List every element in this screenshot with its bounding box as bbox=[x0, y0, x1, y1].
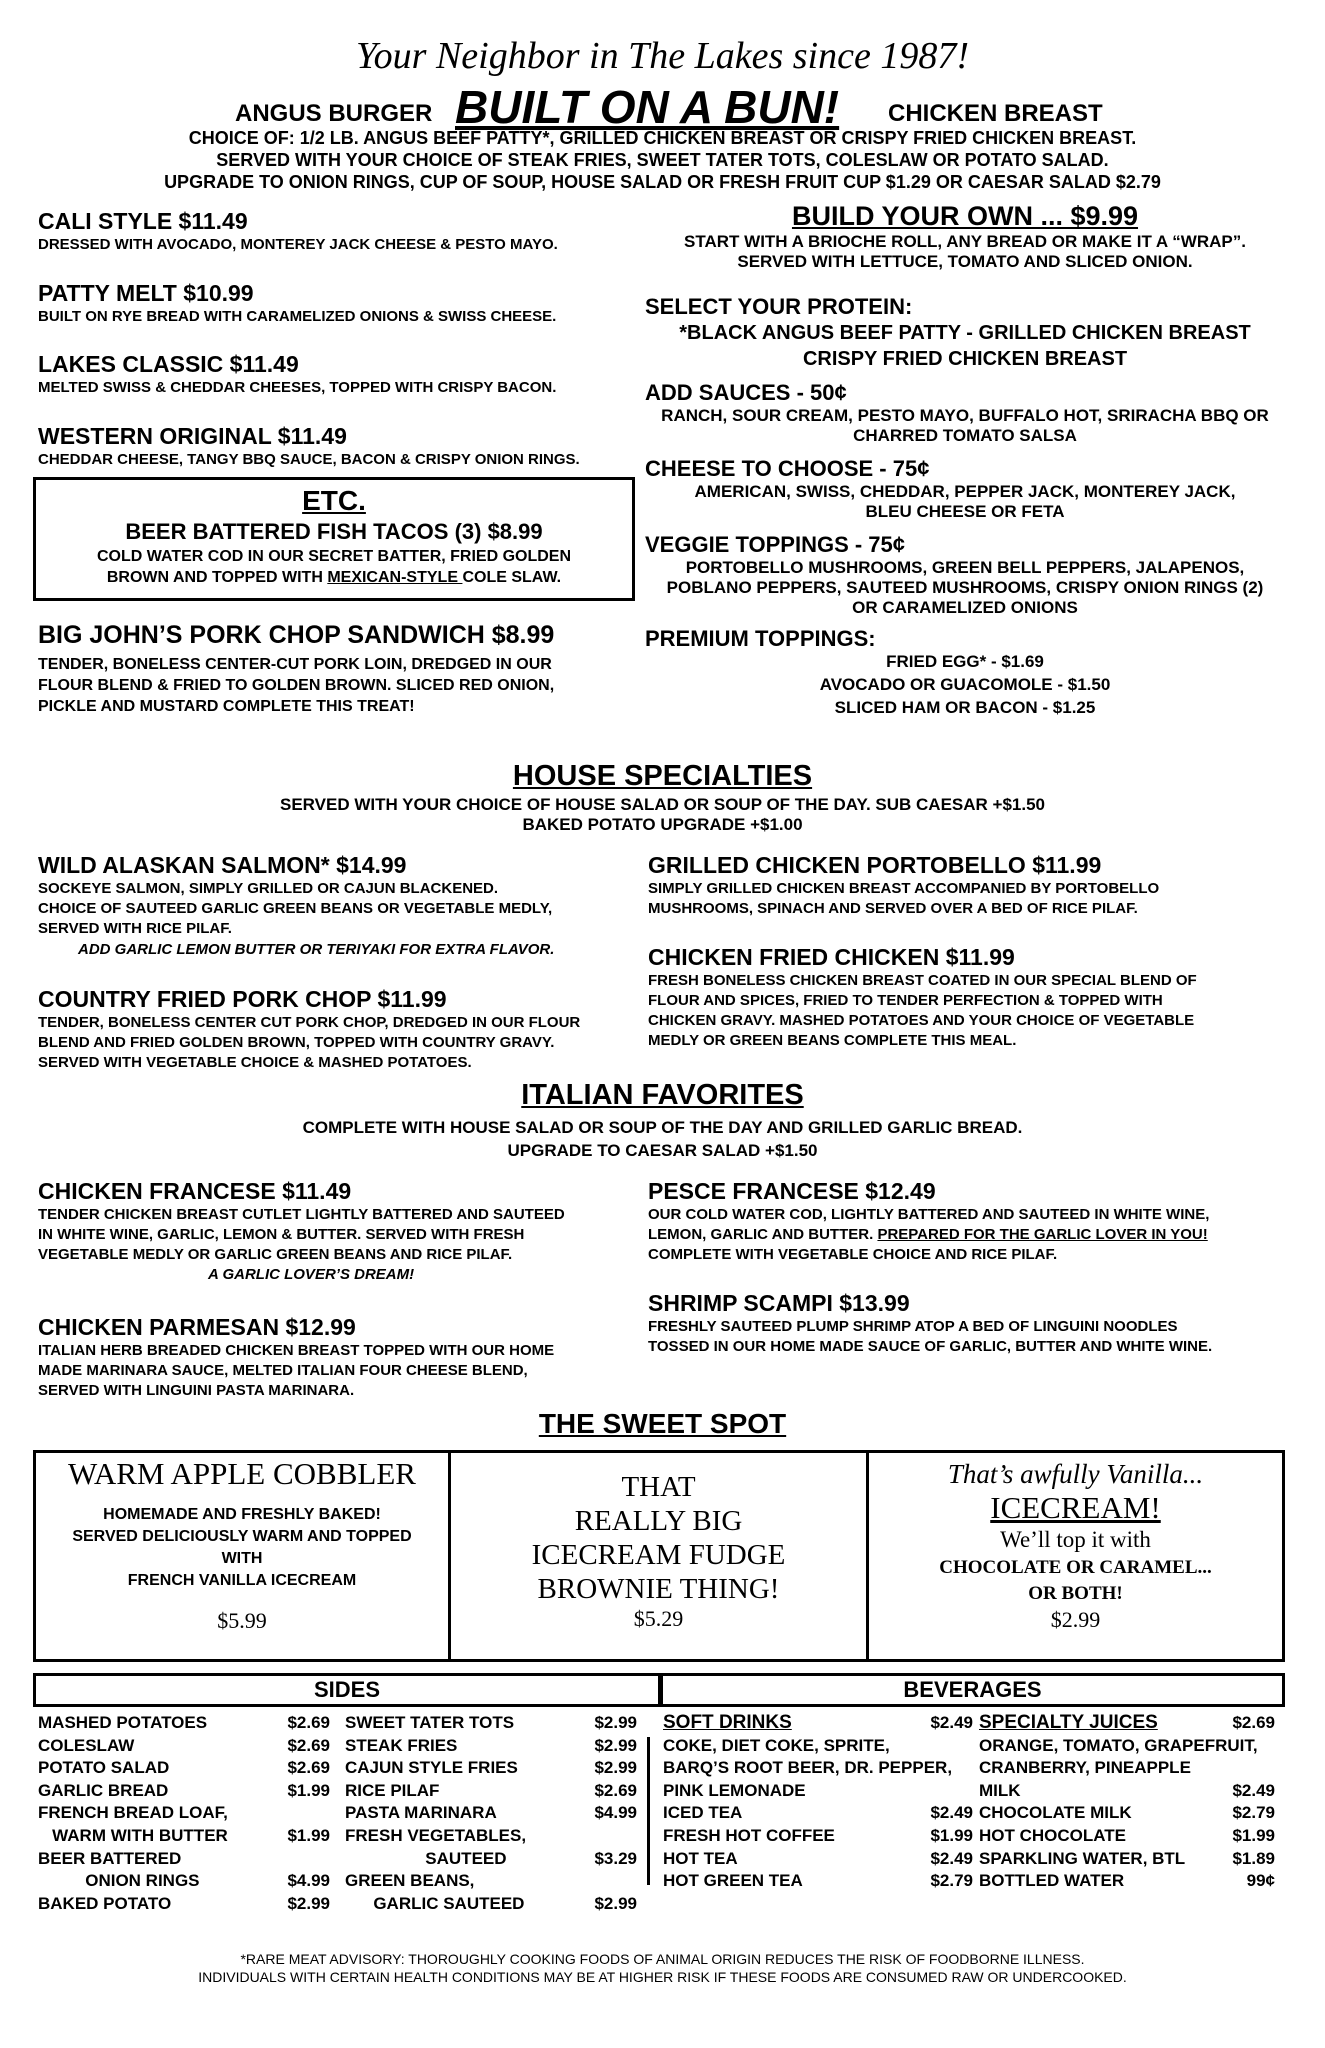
item-price: $1.89 bbox=[1232, 1848, 1275, 1868]
item-name: ICED TEA bbox=[663, 1803, 743, 1823]
veggie-title: VEGGIE TOPPINGS - 75¢ bbox=[645, 532, 906, 557]
list-item bbox=[345, 1757, 637, 1780]
item-price bbox=[581, 1825, 637, 1848]
item-name: STEAK FRIES bbox=[345, 1735, 458, 1755]
item-name: PASTA MARINARA bbox=[345, 1803, 497, 1823]
item-desc: TOSSED IN OUR HOME MADE SAUCE OF GARLIC, BUTTER AND WHITE WINE. bbox=[648, 1338, 1213, 1355]
dessert-icecream bbox=[869, 1458, 1282, 1634]
pork-chop-sandwich bbox=[38, 620, 638, 717]
item-desc: MELTED SWISS & CHEDDAR CHEESES, TOPPED WITH CRISPY BACON. bbox=[38, 379, 557, 396]
list-item bbox=[345, 1893, 637, 1916]
item-price: $4.99 bbox=[287, 1871, 330, 1891]
soft-drinks-line: BARQ’S ROOT BEER, DR. PEPPER, bbox=[663, 1758, 953, 1778]
item-name: POTATO SALAD bbox=[38, 1758, 170, 1778]
premium-title: PREMIUM TOPPINGS: bbox=[645, 626, 876, 651]
item-name: SAUTEED bbox=[345, 1848, 507, 1868]
list-item bbox=[345, 1848, 637, 1871]
house-specialties-sub: SERVED WITH YOUR CHOICE OF HOUSE SALAD OR SOUP OF THE DAY. SUB CAESAR +$1.50 bbox=[280, 795, 1045, 814]
build-your-own bbox=[645, 200, 1285, 718]
juices-line: CRANBERRY, PINEAPPLE bbox=[979, 1758, 1191, 1778]
item-desc: SOCKEYE SALMON, SIMPLY GRILLED OR CAJUN BLACKENED. bbox=[38, 880, 499, 897]
grilled-chicken-portobello bbox=[648, 851, 1288, 919]
chicken-francese bbox=[38, 1177, 648, 1285]
item-name: CAJUN STYLE FRIES bbox=[345, 1758, 518, 1778]
protein-line: CRISPY FRIED CHICKEN BREAST bbox=[802, 348, 1128, 370]
list-item bbox=[345, 1780, 637, 1803]
soft-drinks-table bbox=[663, 1712, 973, 1802]
dessert-line: ICECREAM FUDGE bbox=[531, 1539, 786, 1571]
build-desc: START WITH A BRIOCHE ROLL, ANY BREAD OR MAKE IT A “WRAP”. bbox=[684, 232, 1246, 251]
dessert-desc: FRENCH VANILLA ICECREAM bbox=[127, 1572, 357, 1589]
item-price: $2.49 bbox=[930, 1803, 973, 1823]
tagline: Your Neighbor in The Lakes since 1987! bbox=[356, 35, 969, 77]
item-desc: TENDER, BONELESS CENTER CUT PORK CHOP, DREDGED IN OUR FLOUR bbox=[38, 1014, 581, 1031]
list-item bbox=[345, 1825, 637, 1848]
list-item bbox=[38, 1735, 330, 1758]
list-item bbox=[38, 1825, 330, 1848]
item-desc: FRESHLY SAUTEED PLUMP SHRIMP ATOP A BED OF LINGUINI NOODLES bbox=[648, 1318, 1178, 1335]
item-desc: OUR COLD WATER COD, LIGHTLY BATTERED AND SAUTEED IN WHITE WINE, bbox=[648, 1206, 1210, 1223]
desc-part-underlined: MEXICAN-STYLE bbox=[327, 569, 463, 586]
beverages-left-table bbox=[663, 1802, 973, 1892]
item-price: 99¢ bbox=[1246, 1871, 1275, 1891]
list-item bbox=[979, 1825, 1275, 1848]
dessert-line: THAT bbox=[621, 1471, 696, 1503]
burger-cali-style bbox=[38, 207, 638, 255]
cheese-title: CHEESE TO CHOOSE - 75¢ bbox=[645, 456, 930, 481]
list-item bbox=[663, 1870, 973, 1893]
item-desc: SERVED WITH VEGETABLE CHOICE & MASHED POTATOES. bbox=[38, 1054, 472, 1071]
juices-line: ORANGE, TOMATO, GRAPEFRUIT, bbox=[979, 1735, 1258, 1755]
list-item bbox=[979, 1757, 1275, 1780]
item-name: HOT CHOCOLATE bbox=[979, 1825, 1127, 1845]
item-price: $2.99 bbox=[594, 1735, 637, 1755]
item-name: COLESLAW bbox=[38, 1735, 135, 1755]
sauces-line: CHARRED TOMATO SALSA bbox=[853, 426, 1077, 445]
dessert-price: $5.99 bbox=[217, 1608, 267, 1633]
wild-alaskan-salmon bbox=[38, 851, 648, 960]
list-item bbox=[663, 1757, 973, 1780]
item-price: $1.99 bbox=[930, 1825, 973, 1845]
footer-line: *RARE MEAT ADVISORY: THOROUGHLY COOKING FOODS OF ANIMAL ORIGIN REDUCES THE RISK OF FOODBORNE ILLNESS. bbox=[240, 1951, 1085, 1967]
burger-lakes-classic bbox=[38, 350, 638, 398]
list-item bbox=[663, 1735, 973, 1758]
item-desc: SERVED WITH RICE PILAF. bbox=[38, 920, 232, 937]
shrimp-scampi bbox=[648, 1289, 1298, 1357]
item-name: RICE PILAF bbox=[345, 1780, 440, 1800]
dessert-apple-cobbler bbox=[36, 1456, 448, 1634]
item-desc: TENDER CHICKEN BREAST CUTLET LIGHTLY BATTERED AND SAUTEED bbox=[38, 1206, 565, 1223]
juices-price: $2.69 bbox=[1232, 1713, 1275, 1732]
build-desc: SERVED WITH LETTUCE, TOMATO AND SLICED ONION. bbox=[737, 252, 1193, 271]
soft-drinks-title: SOFT DRINKS bbox=[663, 1712, 792, 1733]
dessert-desc: SERVED DELICIOUSLY WARM AND TOPPED bbox=[72, 1528, 412, 1545]
item-title: LAKES CLASSIC $11.49 bbox=[38, 351, 299, 377]
item-note: A GARLIC LOVER’S DREAM! bbox=[208, 1266, 415, 1283]
item-title: WESTERN ORIGINAL $11.49 bbox=[38, 423, 347, 449]
fish-tacos-desc: COLD WATER COD IN OUR SECRET BATTER, FRIED GOLDEN bbox=[96, 548, 572, 565]
rare-meat-advisory bbox=[0, 1950, 1325, 1986]
item-desc: SIMPLY GRILLED CHICKEN BREAST ACCOMPANIED BY PORTOBELLO bbox=[648, 880, 1160, 897]
dessert-line: OR BOTH! bbox=[1028, 1583, 1123, 1604]
list-item bbox=[345, 1735, 637, 1758]
item-desc: FLOUR BLEND & FRIED TO GOLDEN BROWN. SLICED RED ONION, bbox=[38, 677, 555, 694]
veggie-line: OR CARAMELIZED ONIONS bbox=[852, 598, 1078, 617]
sides-list-left bbox=[38, 1712, 330, 1915]
item-desc: MUSHROOMS, SPINACH AND SERVED OVER A BED OF RICE PILAF. bbox=[648, 900, 1138, 917]
item-desc bbox=[648, 1225, 1298, 1245]
item-title: CHICKEN FRIED CHICKEN $11.99 bbox=[648, 944, 1015, 970]
item-desc: MEDLY OR GREEN BEANS COMPLETE THIS MEAL. bbox=[648, 1032, 1017, 1049]
item-title: PATTY MELT $10.99 bbox=[38, 280, 254, 306]
list-item bbox=[38, 1893, 330, 1916]
juices-title: SPECIALTY JUICES bbox=[979, 1712, 1158, 1733]
item-title: COUNTRY FRIED PORK CHOP $11.99 bbox=[38, 986, 447, 1012]
burger-western-original bbox=[38, 422, 638, 470]
item-name: GARLIC BREAD bbox=[38, 1780, 169, 1800]
intro-line: SERVED WITH YOUR CHOICE OF STEAK FRIES, SWEET TATER TOTS, COLESLAW OR POTATO SALAD. bbox=[216, 150, 1109, 170]
item-price bbox=[277, 1802, 330, 1825]
list-item bbox=[979, 1848, 1275, 1871]
item-desc: FRESH BONELESS CHICKEN BREAST COATED IN OUR SPECIAL BLEND OF bbox=[648, 972, 1197, 989]
item-name: FRESH HOT COFFEE bbox=[663, 1825, 835, 1845]
item-name: MILK bbox=[979, 1780, 1021, 1800]
dessert-price: $5.29 bbox=[633, 1606, 684, 1631]
item-name: SPARKLING WATER, BTL bbox=[979, 1848, 1186, 1868]
build-your-own-title: BUILD YOUR OWN ... $9.99 bbox=[791, 201, 1139, 231]
list-item bbox=[979, 1780, 1275, 1803]
soft-drinks-line: COKE, DIET COKE, SPRITE, bbox=[663, 1735, 890, 1755]
dessert-line: We’ll top it with bbox=[1000, 1527, 1151, 1552]
item-name: FRENCH BREAD LOAF, bbox=[38, 1803, 228, 1823]
sides-right-body bbox=[345, 1712, 637, 1915]
item-name: HOT GREEN TEA bbox=[663, 1871, 803, 1891]
list-item bbox=[345, 1712, 637, 1735]
sides-list-right bbox=[345, 1712, 637, 1915]
soft-drinks-price: $2.49 bbox=[930, 1713, 973, 1732]
premium-line: FRIED EGG* - $1.69 bbox=[886, 652, 1044, 671]
item-desc: DRESSED WITH AVOCADO, MONTEREY JACK CHEESE & PESTO MAYO. bbox=[38, 236, 558, 253]
list-item bbox=[38, 1712, 330, 1735]
intro-line: UPGRADE TO ONION RINGS, CUP OF SOUP, HOUSE SALAD OR FRESH FRUIT CUP $1.29 OR CAESAR SALAD $2.79 bbox=[164, 172, 1161, 192]
list-item bbox=[979, 1870, 1275, 1893]
item-title: SHRIMP SCAMPI $13.99 bbox=[648, 1290, 910, 1316]
beverages-right-table bbox=[979, 1780, 1275, 1893]
beverage-divider bbox=[647, 1737, 650, 1885]
item-price: $2.69 bbox=[287, 1758, 330, 1778]
item-name: FRESH VEGETABLES, bbox=[345, 1825, 527, 1845]
dessert-desc: WITH bbox=[221, 1550, 263, 1567]
beverages-right bbox=[979, 1712, 1275, 1893]
dessert-desc: HOMEMADE AND FRESHLY BAKED! bbox=[103, 1506, 381, 1523]
item-title: CHICKEN FRANCESE $11.49 bbox=[38, 1178, 352, 1204]
beverages-right-body bbox=[979, 1780, 1275, 1893]
dessert-brownie bbox=[451, 1470, 866, 1632]
premium-line: AVOCADO OR GUACOMOLE - $1.50 bbox=[819, 675, 1111, 694]
item-price: $2.79 bbox=[930, 1871, 973, 1891]
item-price: $1.99 bbox=[287, 1780, 330, 1800]
house-specialties-sub: BAKED POTATO UPGRADE +$1.00 bbox=[522, 815, 803, 834]
veggie-line: POBLANO PEPPERS, SAUTEED MUSHROOMS, CRISPY ONION RINGS (2) bbox=[666, 578, 1264, 597]
fish-tacos-desc bbox=[36, 567, 632, 588]
italian-sub: UPGRADE TO CAESAR SALAD +$1.50 bbox=[507, 1141, 818, 1160]
sides-header-box bbox=[33, 1673, 661, 1707]
sweet-spot-heading: THE SWEET SPOT bbox=[538, 1408, 787, 1439]
item-price: $2.99 bbox=[594, 1893, 637, 1913]
item-name: BEER BATTERED bbox=[38, 1848, 182, 1868]
dessert-title: ICECREAM! bbox=[990, 1490, 1161, 1525]
item-desc: ITALIAN HERB BREADED CHICKEN BREAST TOPPED WITH OUR HOME bbox=[38, 1342, 555, 1359]
item-desc: CHOICE OF SAUTEED GARLIC GREEN BEANS OR VEGETABLE MEDLY, bbox=[38, 900, 553, 917]
item-desc: CHICKEN GRAVY. MASHED POTATOES AND YOUR CHOICE OF VEGETABLE bbox=[648, 1012, 1195, 1029]
item-desc: CHEDDAR CHEESE, TANGY BBQ SAUCE, BACON & CRISPY ONION RINGS. bbox=[38, 451, 580, 468]
pesce-francese bbox=[648, 1177, 1298, 1265]
list-item bbox=[663, 1825, 973, 1848]
protein-title: SELECT YOUR PROTEIN: bbox=[645, 294, 913, 319]
footer-line: INDIVIDUALS WITH CERTAIN HEALTH CONDITIONS MAY BE AT HIGHER RISK IF THESE FOODS ARE CONSUMED RAW OR UNDERCOOKED. bbox=[198, 1969, 1127, 1985]
item-price: $1.99 bbox=[1232, 1825, 1275, 1845]
cheese-line: AMERICAN, SWISS, CHEDDAR, PEPPER JACK, MONTEREY JACK, bbox=[694, 482, 1236, 501]
beverages-left-body bbox=[663, 1802, 973, 1892]
list-item bbox=[979, 1802, 1275, 1825]
item-name: WARM WITH BUTTER bbox=[38, 1825, 228, 1845]
item-price: $2.49 bbox=[930, 1848, 973, 1868]
soft-drinks-line: PINK LEMONADE bbox=[663, 1780, 806, 1800]
italian-sub: COMPLETE WITH HOUSE SALAD OR SOUP OF THE DAY AND GRILLED GARLIC BREAD. bbox=[302, 1118, 1023, 1137]
list-item bbox=[38, 1848, 330, 1871]
item-title: WILD ALASKAN SALMON* $14.99 bbox=[38, 852, 407, 878]
chicken-parmesan bbox=[38, 1313, 648, 1401]
item-name: BAKED POTATO bbox=[38, 1893, 172, 1913]
premium-line: SLICED HAM OR BACON - $1.25 bbox=[834, 698, 1096, 717]
item-price: $2.69 bbox=[287, 1713, 330, 1732]
desc-part: COLE SLAW. bbox=[462, 569, 562, 586]
item-desc: BUILT ON RYE BREAD WITH CARAMELIZED ONIONS & SWISS CHEESE. bbox=[38, 308, 557, 325]
item-price: $3.29 bbox=[594, 1848, 637, 1868]
dessert-line: CHOCOLATE OR CARAMEL... bbox=[939, 1557, 1212, 1578]
list-item bbox=[663, 1780, 973, 1803]
item-name: MASHED POTATOES bbox=[38, 1713, 208, 1732]
protein-line: *BLACK ANGUS BEEF PATTY - GRILLED CHICKEN BREAST bbox=[679, 322, 1251, 344]
item-name: BOTTLED WATER bbox=[979, 1871, 1125, 1891]
chicken-fried-chicken bbox=[648, 943, 1288, 1051]
item-name: CHOCOLATE MILK bbox=[979, 1803, 1132, 1823]
item-name: ONION RINGS bbox=[38, 1871, 200, 1891]
sides-heading: SIDES bbox=[313, 1677, 381, 1702]
list-item bbox=[979, 1735, 1275, 1758]
item-title: CHICKEN PARMESAN $12.99 bbox=[38, 1314, 356, 1340]
item-price: $2.99 bbox=[287, 1893, 330, 1913]
item-price bbox=[277, 1848, 330, 1871]
juices-table bbox=[979, 1712, 1275, 1780]
item-title: CALI STYLE $11.49 bbox=[38, 208, 248, 234]
item-desc: VEGETABLE MEDLY OR GARLIC GREEN BEANS AND RICE PILAF. bbox=[38, 1246, 513, 1263]
cheese-line: BLEU CHEESE OR FETA bbox=[865, 502, 1065, 521]
item-price: $2.99 bbox=[594, 1713, 637, 1732]
item-price: $2.69 bbox=[594, 1780, 637, 1800]
item-note: ADD GARLIC LEMON BUTTER OR TERIYAKI FOR EXTRA FLAVOR. bbox=[78, 941, 555, 958]
list-item bbox=[663, 1848, 973, 1871]
item-name: GARLIC SAUTEED bbox=[345, 1893, 525, 1913]
item-price bbox=[581, 1870, 637, 1893]
list-item bbox=[663, 1712, 973, 1735]
house-specialties-heading: HOUSE SPECIALTIES bbox=[512, 760, 813, 792]
item-title: GRILLED CHICKEN PORTOBELLO $11.99 bbox=[648, 852, 1102, 878]
item-desc: COMPLETE WITH VEGETABLE CHOICE AND RICE PILAF. bbox=[648, 1246, 1058, 1263]
chicken-breast-label: CHICKEN BREAST bbox=[888, 100, 1103, 127]
item-price: $2.79 bbox=[1232, 1803, 1275, 1823]
item-desc: MADE MARINARA SAUCE, MELTED ITALIAN FOUR CHEESE BLEND, bbox=[38, 1362, 528, 1379]
dessert-tagline: That’s awfully Vanilla... bbox=[947, 1459, 1204, 1489]
sides-left-body bbox=[38, 1712, 330, 1915]
etc-box bbox=[33, 477, 635, 601]
item-desc: BLEND AND FRIED GOLDEN BROWN, TOPPED WITH COUNTRY GRAVY. bbox=[38, 1034, 555, 1051]
list-item bbox=[345, 1870, 637, 1893]
desc-part: BROWN AND TOPPED WITH bbox=[106, 569, 328, 586]
dessert-title: WARM APPLE COBBLER bbox=[68, 1456, 416, 1491]
fish-tacos-title: BEER BATTERED FISH TACOS (3) $8.99 bbox=[125, 519, 543, 544]
item-desc: TENDER, BONELESS CENTER-CUT PORK LOIN, DREDGED IN OUR bbox=[38, 656, 552, 673]
list-item bbox=[663, 1802, 973, 1825]
item-price: $1.99 bbox=[287, 1825, 330, 1845]
list-item bbox=[38, 1870, 330, 1893]
item-title: BIG JOHN’S PORK CHOP SANDWICH $8.99 bbox=[38, 621, 555, 649]
desc-part-underlined: PREPARED FOR THE GARLIC LOVER IN YOU! bbox=[877, 1226, 1208, 1243]
sauces-title: ADD SAUCES - 50¢ bbox=[645, 380, 847, 405]
built-on-a-bun-title: BUILT ON A BUN! bbox=[455, 81, 840, 133]
burger-patty-melt bbox=[38, 279, 638, 327]
item-price: $2.99 bbox=[594, 1758, 637, 1778]
dessert-price: $2.99 bbox=[1050, 1607, 1101, 1632]
item-desc: SERVED WITH LINGUINI PASTA MARINARA. bbox=[38, 1382, 355, 1399]
list-item bbox=[979, 1712, 1275, 1735]
dessert-line: BROWNIE THING! bbox=[537, 1573, 780, 1605]
item-desc: IN WHITE WINE, GARLIC, LEMON & BUTTER. SERVED WITH FRESH bbox=[38, 1226, 525, 1243]
list-item bbox=[38, 1802, 330, 1825]
item-price: $2.49 bbox=[1232, 1780, 1275, 1800]
angus-burger-label: ANGUS BURGER bbox=[235, 100, 433, 127]
dessert-line: REALLY BIG bbox=[574, 1505, 743, 1537]
intro-line: CHOICE OF: 1/2 LB. ANGUS BEEF PATTY*, GRILLED CHICKEN BREAST OR CRISPY FRIED CHICKEN BREAST. bbox=[188, 128, 1137, 148]
beverages-header-box bbox=[660, 1673, 1285, 1707]
list-item bbox=[38, 1757, 330, 1780]
item-name: GREEN BEANS, bbox=[345, 1871, 475, 1891]
item-price: $4.99 bbox=[594, 1803, 637, 1823]
beverages-left bbox=[663, 1712, 973, 1893]
list-item bbox=[38, 1780, 330, 1803]
item-name: SWEET TATER TOTS bbox=[345, 1713, 515, 1732]
veggie-line: PORTOBELLO MUSHROOMS, GREEN BELL PEPPERS, JALAPENOS, bbox=[685, 558, 1245, 577]
item-desc: FLOUR AND SPICES, FRIED TO TENDER PERFECTION & TOPPED WITH bbox=[648, 992, 1163, 1009]
sauces-line: RANCH, SOUR CREAM, PESTO MAYO, BUFFALO HOT, SRIRACHA BBQ OR bbox=[661, 406, 1269, 425]
list-item bbox=[345, 1802, 637, 1825]
desc-part: LEMON, GARLIC AND BUTTER. bbox=[648, 1226, 878, 1243]
etc-heading: ETC. bbox=[302, 485, 366, 516]
item-price: $2.69 bbox=[287, 1735, 330, 1755]
italian-favorites-heading: ITALIAN FAVORITES bbox=[521, 1079, 804, 1111]
item-name: HOT TEA bbox=[663, 1848, 738, 1868]
beverages-heading: BEVERAGES bbox=[903, 1677, 1042, 1702]
item-title: PESCE FRANCESE $12.49 bbox=[648, 1178, 936, 1204]
country-fried-pork-chop bbox=[38, 985, 648, 1073]
item-desc: PICKLE AND MUSTARD COMPLETE THIS TREAT! bbox=[38, 698, 415, 715]
